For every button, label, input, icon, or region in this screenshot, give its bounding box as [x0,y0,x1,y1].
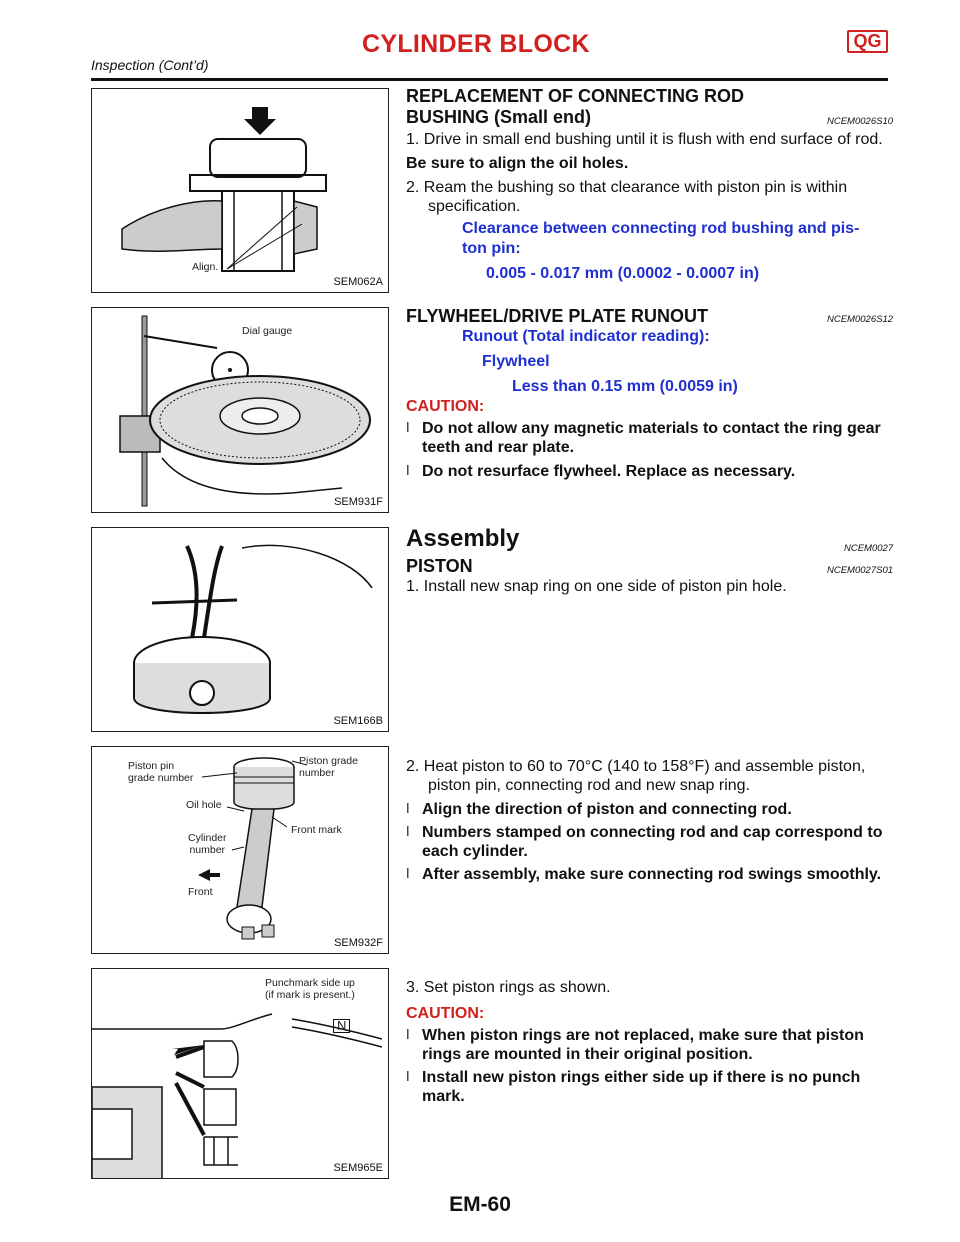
label-front: Front [188,886,213,898]
figure-code: SEM062A [333,276,383,288]
spec-label: Runout (Total indicator reading): [462,328,710,345]
label-dial-gauge: Dial gauge [242,325,293,337]
note-bullet: l Align the direction of piston and connecting rod. [406,800,888,819]
header-rule [91,78,888,81]
note-oil-holes: Be sure to align the oil holes. [406,155,629,172]
caution: CAUTION: [406,398,485,415]
caution-bullet: l Do not resurface flywheel. Replace as necessary. [406,462,888,481]
snap-ring-illustration [92,528,389,732]
heading-piston: PISTON [406,556,473,576]
label-pin-grade: Piston pin grade number [128,760,194,784]
figure-piston-assembly [91,746,389,954]
figure-code: SEM932F [334,937,383,949]
section-assembly [406,525,894,596]
note-bullet: l After assembly, make sure connecting rod swings smoothly. [406,865,888,884]
spec-item: Flywheel [482,353,550,370]
label-oil-hole: Oil hole [186,799,222,811]
section-bushing [406,86,894,284]
note-bullet: l Numbers stamped on connecting rod and cap correspond to each cylinder. [406,823,888,861]
section-subtitle: Inspection (Cont’d) [91,57,209,73]
ref-code: NCEM0027S01 [827,565,894,576]
label-punchmark: Punchmark side up (if mark is present.) [265,977,355,1001]
spec-label: Clearance between connecting rod bushing and pis- ton pin: [462,220,860,257]
ref-code: NCEM0027 [844,543,894,554]
figure-flywheel-runout [91,307,389,513]
caution: CAUTION: [406,1005,485,1022]
page-number: EM-60 [449,1193,511,1216]
spec-value: 0.005 - 0.017 mm (0.0002 - 0.0007 in) [486,265,760,282]
caution-bullet: l Install new piston rings either side up if there is no punch mark. [406,1068,888,1106]
label-piston-grade: Piston grade number [299,755,358,779]
step-1: 1. Install new snap ring on one side of piston pin hole. [406,578,787,595]
step-1: 1. Drive in small end bushing until it is flush with end surface of rod. [406,131,883,148]
step-2: 2. Ream the bushing so that clearance with piston pin is within specification. [406,179,848,215]
spec-value: Less than 0.15 mm (0.0059 in) [512,378,738,395]
figure-code: SEM166B [333,715,383,727]
caution-bullet: l When piston rings are not replaced, make sure that piston rings are mounted in their original position. [406,1026,888,1064]
heading-flywheel: FLYWHEEL/DRIVE PLATE RUNOUT [406,306,709,326]
caution-bullet: l Do not allow any magnetic materials to contact the ring gear teeth and rear plate. [406,419,888,457]
section-title: CYLINDER BLOCK [362,30,590,58]
step-3: 3. Set piston rings as shown. [406,979,611,996]
figure-snap-ring [91,527,389,732]
figure-code: SEM965E [333,1162,383,1174]
bushing-illustration [92,89,389,293]
ref-code: NCEM0026S10 [827,116,894,127]
section-flywheel [406,306,894,481]
figure-bushing [91,88,389,293]
label-front-mark: Front mark [291,824,342,836]
section-piston-rings [406,978,888,1106]
heading-bushing: REPLACEMENT OF CONNECTING ROD BUSHING (Small end) [406,86,745,127]
flywheel-illustration [92,308,389,513]
label-align: Align. [192,261,219,273]
section-piston-heat [406,757,888,884]
heading-assembly: Assembly [406,525,520,552]
label-n-mark: N [333,1019,350,1033]
figure-code: SEM931F [334,496,383,508]
figure-piston-rings [91,968,389,1179]
engine-badge: QG [847,30,888,53]
ref-code: NCEM0026S12 [827,314,894,325]
step-2: 2. Heat piston to 60 to 70°C (140 to 158°F) and assemble piston, piston pin, connecting rod and new snap ring. [406,758,866,794]
label-cylinder-number: Cylinder number [188,832,227,856]
